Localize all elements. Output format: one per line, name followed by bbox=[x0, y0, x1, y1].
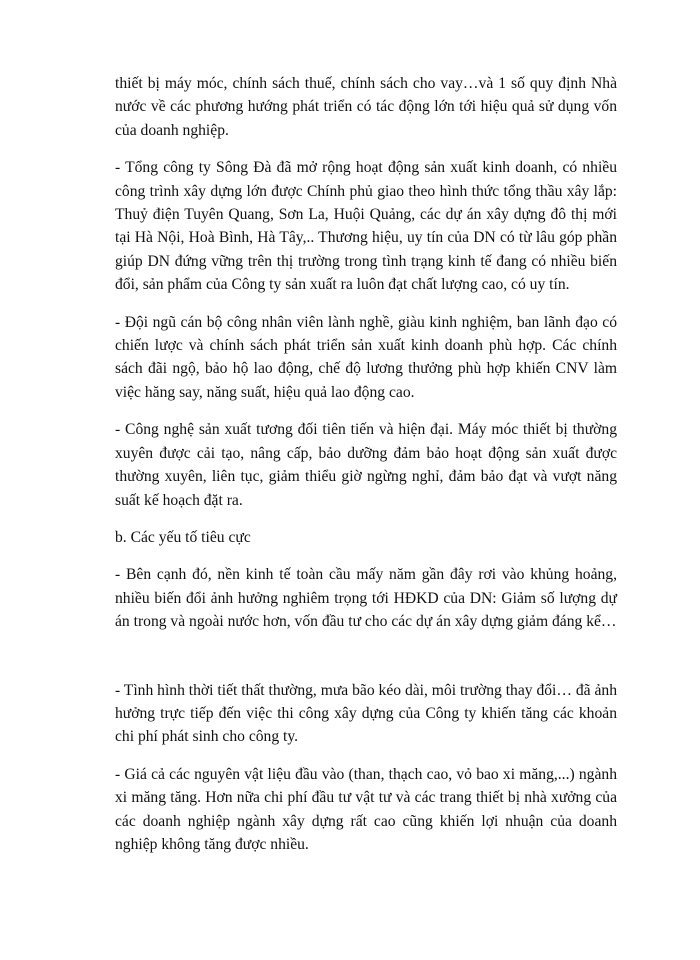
paragraph-technology: - Công nghệ sản xuất tương đối tiên tiến và hiện đại. Máy móc thiết bị thường xuyên được cải tạo, nâng cấp, bảo dưỡng đảm bảo hoạt động sản xuất được thường xuyên, liên tục, giảm thiểu giờ ngừng nghỉ, đảm bảo đạt và vượt năng suất kế hoạch đặt ra. bbox=[115, 421, 617, 509]
section-heading-negative: b. Các yếu tố tiêu cực bbox=[115, 528, 251, 546]
paragraph-staff: - Đội ngũ cán bộ công nhân viên lành nghề, giàu kinh nghiệm, ban lãnh đạo có chiến lược và chính sách phát triển sản xuất kinh doanh phù hợp. Các chính sách đãi ngộ, bảo hộ lao động, chế độ lương thưởng phù hợp khiến CNV làm việc hăng say, năng suất, hiệu quả lao động cao. bbox=[115, 313, 617, 401]
paragraph-economy: - Bên cạnh đó, nền kinh tế toàn cầu mấy năm gần đây rơi vào khủng hoảng, nhiều biến đổi ảnh hưởng nghiêm trọng tới HĐKD của DN: Giảm số lượng dự án trong và ngoài nước hơn, vốn đầu tư cho các dự án xây dựng giảm đáng kể… bbox=[115, 566, 617, 631]
blank-line bbox=[115, 648, 617, 679]
paragraph-weather: - Tình hình thời tiết thất thường, mưa bão kéo dài, môi trường thay đổi… đã ảnh hưởng trực tiếp đến việc thi công xây dựng của Công ty khiến tăng các khoản chi phí phát sinh cho công ty. bbox=[115, 681, 617, 746]
paragraph-materials: - Giá cả các nguyên vật liệu đầu vào (than, thạch cao, vỏ bao xi măng,...) ngành xi măng tăng. Hơn nữa chi phí đầu tư vật tư và các trang thiết bị nhà xưởng của các doanh nghiệp ngành xây dựng rất cao cũng khiến lợi nhuận của doanh nghiệp không tăng được nhiều. bbox=[115, 765, 617, 853]
paragraph-intro: thiết bị máy móc, chính sách thuế, chính sách cho vay…và 1 số quy định Nhà nước về các phương hướng phát triển có tác động lớn tới hiệu quả sử dụng vốn của doanh nghiệp. bbox=[115, 75, 617, 139]
paragraph-song-da: - Tổng công ty Sông Đà đã mở rộng hoạt động sản xuất kinh doanh, có nhiều công trình xây dựng lớn được Chính phủ giao theo hình thức tổng thầu xây lắp: Thuỷ điện Tuyên Quang, Sơn La, Huội Quảng, các dự án xây dựng đô thị mới tại Hà Nội, Hoà Bình, Hà Tây,.. Thương hiệu, uy tín của DN có từ lâu góp phần giúp DN đứng vững trên thị trường trong tình trạng kinh tế đang có nhiều biến đổi, sản phẩm của Công ty sản xuất ra luôn đạt chất lượng cao, có uy tín. bbox=[115, 159, 617, 294]
document-page bbox=[115, 72, 617, 870]
